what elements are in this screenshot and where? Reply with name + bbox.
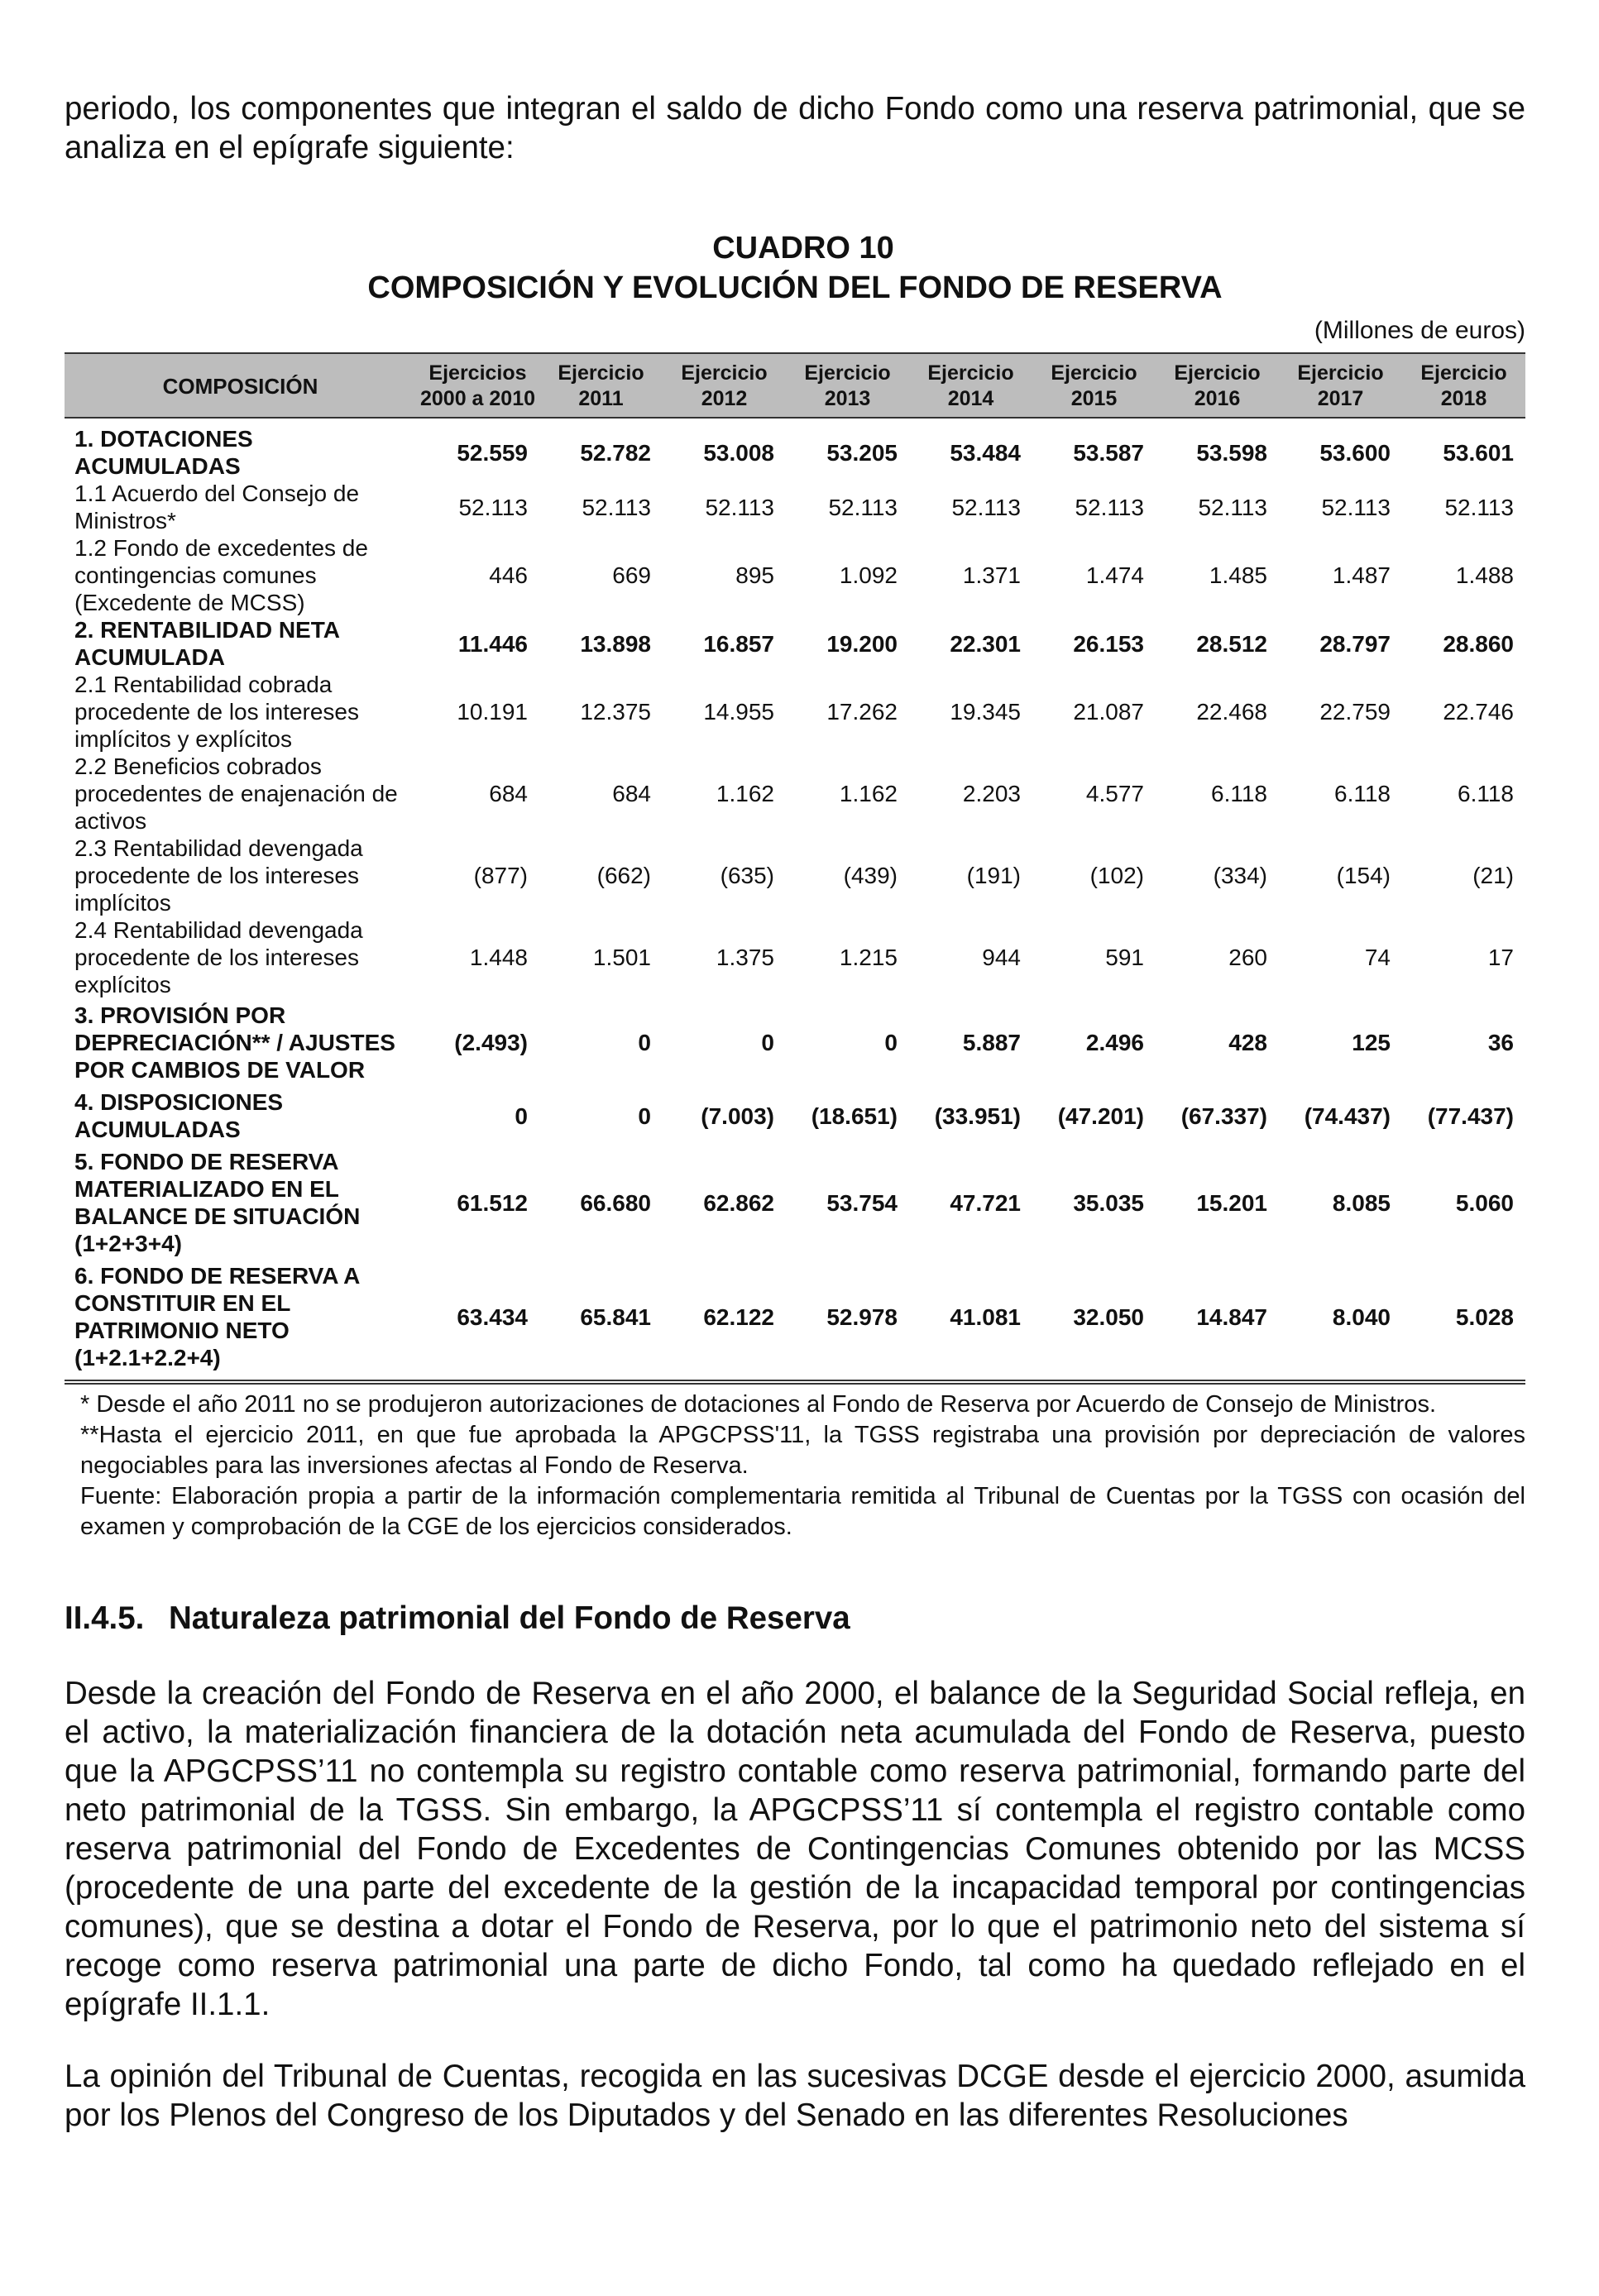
table-cell: 62.862 xyxy=(703,1189,774,1216)
table-cell: 53.484 xyxy=(950,439,1021,466)
table-row xyxy=(65,616,1525,671)
table-cell: 1.488 xyxy=(1455,562,1514,588)
row-label: 2.3 Rentabilidad devengada procedente de los intereses implícitos xyxy=(74,835,363,916)
table-cell: 63.434 xyxy=(416,1259,539,1382)
table-cell: 52.113 xyxy=(458,494,528,520)
table-cell: 6.118 xyxy=(1458,781,1514,806)
table-cell: 52.113 xyxy=(582,494,651,520)
row-label: 3. PROVISIÓN POR DEPRECIACIÓN** / AJUSTES POR CAMBIOS DE VALOR xyxy=(74,1002,395,1083)
table-cell: 36 xyxy=(1487,1030,1514,1055)
table-row xyxy=(65,1085,1525,1145)
table-cell: 12.375 xyxy=(580,699,651,725)
table-cell: 61.512 xyxy=(457,1189,528,1216)
table-cell: 4.577 xyxy=(1085,781,1144,806)
table-cell: (334) xyxy=(1213,863,1267,888)
table-cell: 591 xyxy=(1105,945,1144,970)
section-heading xyxy=(65,1599,1525,1638)
row-label: 1.1 Acuerdo del Consejo de Ministros* xyxy=(74,481,360,533)
table-cell: 14.955 xyxy=(703,699,774,725)
table-cell: 8.040 xyxy=(1279,1259,1402,1382)
table-cell: 17 xyxy=(1487,945,1514,970)
column-header: Ejercicio 2016 xyxy=(1156,353,1279,418)
table-cell: 35.035 xyxy=(1073,1189,1144,1216)
row-label: 4. DISPOSICIONES ACUMULADAS xyxy=(74,1089,284,1142)
table-cell: 11.446 xyxy=(457,630,528,657)
table-cell: 944 xyxy=(982,945,1021,970)
table-cell: 0 xyxy=(638,1103,651,1129)
table-cell: 14.847 xyxy=(1156,1259,1279,1382)
table-cell: 53.754 xyxy=(826,1189,898,1216)
table-cell: 446 xyxy=(489,562,528,588)
table-row xyxy=(65,998,1525,1085)
table-cell: 125 xyxy=(1352,1030,1391,1055)
table-units: (Millones de euros) xyxy=(1314,317,1525,344)
table-row xyxy=(65,1259,1525,1382)
table-cell: 1.487 xyxy=(1332,562,1391,588)
table-title-number: CUADRO 10 xyxy=(712,231,894,265)
table-cell: 895 xyxy=(735,562,774,588)
table-cell: (77.437) xyxy=(1427,1103,1514,1129)
row-label: 1. DOTACIONES ACUMULADAS xyxy=(74,426,253,479)
table-cell: 19.200 xyxy=(826,630,898,657)
table-cell: 15.201 xyxy=(1196,1189,1267,1216)
note-provision: **Hasta el ejercicio 2011, en que fue aprobada la APGCPSS'11, la TGSS registraba una provisión por depreciación de valores negociables para las inversiones afectas al Fondo de Reserva. xyxy=(80,1422,1525,1479)
column-header: Ejercicio 2013 xyxy=(786,353,909,418)
table-cell: 53.008 xyxy=(703,439,774,466)
table-body xyxy=(65,418,1525,1382)
row-label: 2.4 Rentabilidad devengada procedente de los intereses explícitos xyxy=(74,917,363,997)
table-cell: 22.301 xyxy=(950,630,1021,657)
table-cell: (21) xyxy=(1472,863,1514,888)
table-cell: 16.857 xyxy=(703,630,774,657)
table-cell: 52.978 xyxy=(786,1259,909,1382)
note-consejo: * Desde el año 2011 no se produjeron autorizaciones de dotaciones al Fondo de Reserva por Acuerdo de Consejo de Ministros. xyxy=(80,1391,1436,1418)
table-cell: 52.559 xyxy=(457,439,528,466)
table-cell: 32.050 xyxy=(1032,1259,1156,1382)
table-cell: 52.113 xyxy=(705,494,774,520)
table-cell: 52.113 xyxy=(1075,494,1144,520)
row-label: 2.1 Rentabilidad cobrada procedente de los intereses implícitos y explícitos xyxy=(74,672,359,752)
table-cell: 6.118 xyxy=(1211,781,1267,806)
row-label: 1.2 Fondo de excedentes de contingencias comunes (Excedente de MCSS) xyxy=(74,535,368,615)
table-cell: 47.721 xyxy=(950,1189,1021,1216)
table-cell: 684 xyxy=(612,781,651,806)
column-header: Ejercicio 2018 xyxy=(1402,353,1525,418)
table-cell: (635) xyxy=(720,863,774,888)
table-cell: 1.215 xyxy=(839,945,898,970)
table-row xyxy=(65,534,1525,616)
row-label: 2. RENTABILIDAD NETA ACUMULADA xyxy=(74,617,339,670)
table-cell: 8.085 xyxy=(1332,1189,1391,1216)
table-cell: 62.122 xyxy=(663,1259,786,1382)
table-cell: 5.060 xyxy=(1455,1189,1514,1216)
table-cell: (662) xyxy=(596,863,651,888)
table-cell: 13.898 xyxy=(580,630,651,657)
table-cell: 260 xyxy=(1228,945,1267,970)
table-cell: 10.191 xyxy=(457,699,528,725)
table-cell: 1.092 xyxy=(839,562,898,588)
table-cell: (877) xyxy=(473,863,528,888)
table-cell: 52.113 xyxy=(951,494,1021,520)
body-paragraph: La opinión del Tribunal de Cuentas, recogida en las sucesivas DCGE desde el ejercicio 2000, asumida por los Plenos del Congreso de los Diputados y del Senado en las diferentes Resoluciones xyxy=(65,2059,1525,2133)
table-cell: 17.262 xyxy=(826,699,898,725)
row-label: 5. FONDO DE RESERVA MATERIALIZADO EN EL BALANCE DE SITUACIÓN (1+2+3+4) xyxy=(74,1149,361,1256)
table-cell: 66.680 xyxy=(580,1189,651,1216)
table-row xyxy=(65,916,1525,998)
table-cell: (47.201) xyxy=(1057,1103,1144,1129)
table-cell: 1.162 xyxy=(839,781,898,806)
table-title-text: COMPOSICIÓN Y EVOLUCIÓN DEL FONDO DE RESERVA xyxy=(367,270,1223,305)
table-cell: 5.887 xyxy=(962,1030,1021,1055)
table-cell: (102) xyxy=(1089,863,1144,888)
table-cell: 0 xyxy=(638,1030,651,1055)
table-cell: 52.113 xyxy=(1198,494,1267,520)
row-label: 2.2 Beneficios cobrados procedentes de enajenación de activos xyxy=(74,753,398,834)
body-paragraph: Desde la creación del Fondo de Reserva en el año 2000, el balance de la Seguridad Social refleja, en el activo, la materialización financiera de la dotación neta acumulada del Fondo de Reserva, puesto que la APGCPSS’11 no contempla su registro contable como reserva patrimonial, formando parte del neto patrimonial de la TGSS. Sin embargo, la APGCPSS’11 sí contempla el registro contable como reserva patrimonial del Fondo de Excedentes de Contingencias Comunes obtenido por las MCSS (procedente de una parte del excedente de la gestión de la incapacidad temporal por contingencias comunes), que se destina a dotar el Fondo de Reserva, por lo que el patrimonio neto del sistema sí recoge como reserva patrimonial una parte de dicho Fondo, tal como ha quedado reflejado en el epígrafe II.1.1. xyxy=(65,1676,1525,2022)
table-cell: 6.118 xyxy=(1334,781,1391,806)
table-cell: 22.746 xyxy=(1443,699,1514,725)
table-cell: 28.512 xyxy=(1196,630,1267,657)
intro-paragraph: periodo, los componentes que integran el saldo de dicho Fondo como una reserva patrimonial, que se analiza en el epígrafe siguiente: xyxy=(65,91,1525,165)
column-header: Ejercicio 2017 xyxy=(1279,353,1402,418)
column-header: Ejercicio 2011 xyxy=(539,353,663,418)
table-cell: 28.860 xyxy=(1443,630,1514,657)
table-cell: 74 xyxy=(1364,945,1391,970)
table-row xyxy=(65,418,1525,480)
table-cell: 52.113 xyxy=(1321,494,1391,520)
table-cell: 28.797 xyxy=(1319,630,1391,657)
table-cell: 1.474 xyxy=(1085,562,1144,588)
table-cell: 41.081 xyxy=(909,1259,1032,1382)
table-cell: (74.437) xyxy=(1304,1103,1391,1129)
table-cell: 0 xyxy=(884,1030,898,1055)
table-cell: 53.601 xyxy=(1443,439,1514,466)
table-cell: 52.782 xyxy=(580,439,651,466)
table-cell: 2.203 xyxy=(962,781,1021,806)
row-label: 6. FONDO DE RESERVA A CONSTITUIR EN EL PATRIMONIO NETO (1+2.1+2.2+4) xyxy=(65,1259,416,1382)
table-row xyxy=(65,480,1525,534)
table-cell: 52.113 xyxy=(828,494,898,520)
table-title xyxy=(65,228,1525,308)
table-row xyxy=(65,1145,1525,1259)
table-cell: 5.028 xyxy=(1402,1259,1525,1382)
table-cell: 53.600 xyxy=(1319,439,1391,466)
column-header: COMPOSICIÓN xyxy=(65,353,416,418)
table-header xyxy=(65,353,1525,418)
table-cell: 22.759 xyxy=(1319,699,1391,725)
document-page xyxy=(65,89,1525,2135)
reserve-fund-table xyxy=(65,352,1525,1385)
table-cell: (33.951) xyxy=(934,1103,1021,1129)
table-cell: 684 xyxy=(489,781,528,806)
table-cell: (439) xyxy=(843,863,898,888)
table-notes xyxy=(65,1390,1525,1543)
table-cell: 1.162 xyxy=(716,781,774,806)
column-header: Ejercicio 2015 xyxy=(1032,353,1156,418)
table-cell: (7.003) xyxy=(701,1103,774,1129)
table-cell: (191) xyxy=(966,863,1021,888)
table-cell: 52.113 xyxy=(1444,494,1514,520)
table-cell: 21.087 xyxy=(1073,699,1144,725)
table-cell: (67.337) xyxy=(1180,1103,1267,1129)
table-cell: 19.345 xyxy=(950,699,1021,725)
table-cell: 428 xyxy=(1228,1030,1267,1055)
table-cell: 2.496 xyxy=(1085,1030,1144,1055)
table-cell: 0 xyxy=(515,1103,528,1129)
section-number: II.4.5. xyxy=(65,1600,145,1636)
table-cell: 1.448 xyxy=(469,945,528,970)
column-header: Ejercicios 2000 a 2010 xyxy=(416,353,539,418)
table-cell: 1.375 xyxy=(716,945,774,970)
table-cell: (18.651) xyxy=(811,1103,898,1129)
table-cell: 1.501 xyxy=(592,945,651,970)
table-header-row xyxy=(65,353,1525,418)
table-cell: 669 xyxy=(612,562,651,588)
table-cell: 53.205 xyxy=(826,439,898,466)
table-cell: (154) xyxy=(1336,863,1391,888)
table-row xyxy=(65,671,1525,753)
table-row xyxy=(65,835,1525,916)
table-cell: 26.153 xyxy=(1073,630,1144,657)
table-cell: 53.598 xyxy=(1196,439,1267,466)
column-header: Ejercicio 2012 xyxy=(663,353,786,418)
table-cell: 1.485 xyxy=(1209,562,1267,588)
table-cell: 65.841 xyxy=(539,1259,663,1382)
table-cell: 22.468 xyxy=(1196,699,1267,725)
table-cell: (2.493) xyxy=(454,1030,528,1055)
column-header: Ejercicio 2014 xyxy=(909,353,1032,418)
table-cell: 1.371 xyxy=(962,562,1021,588)
section-title: Naturaleza patrimonial del Fondo de Reserva xyxy=(169,1600,850,1636)
table-cell: 53.587 xyxy=(1073,439,1144,466)
table-cell: 0 xyxy=(761,1030,774,1055)
table-row xyxy=(65,753,1525,835)
note-source: Fuente: Elaboración propia a partir de la información complementaria remitida al Tribunal de Cuentas por la TGSS con ocasión del examen y comprobación de la CGE de los ejercicios considerados. xyxy=(80,1483,1525,1540)
